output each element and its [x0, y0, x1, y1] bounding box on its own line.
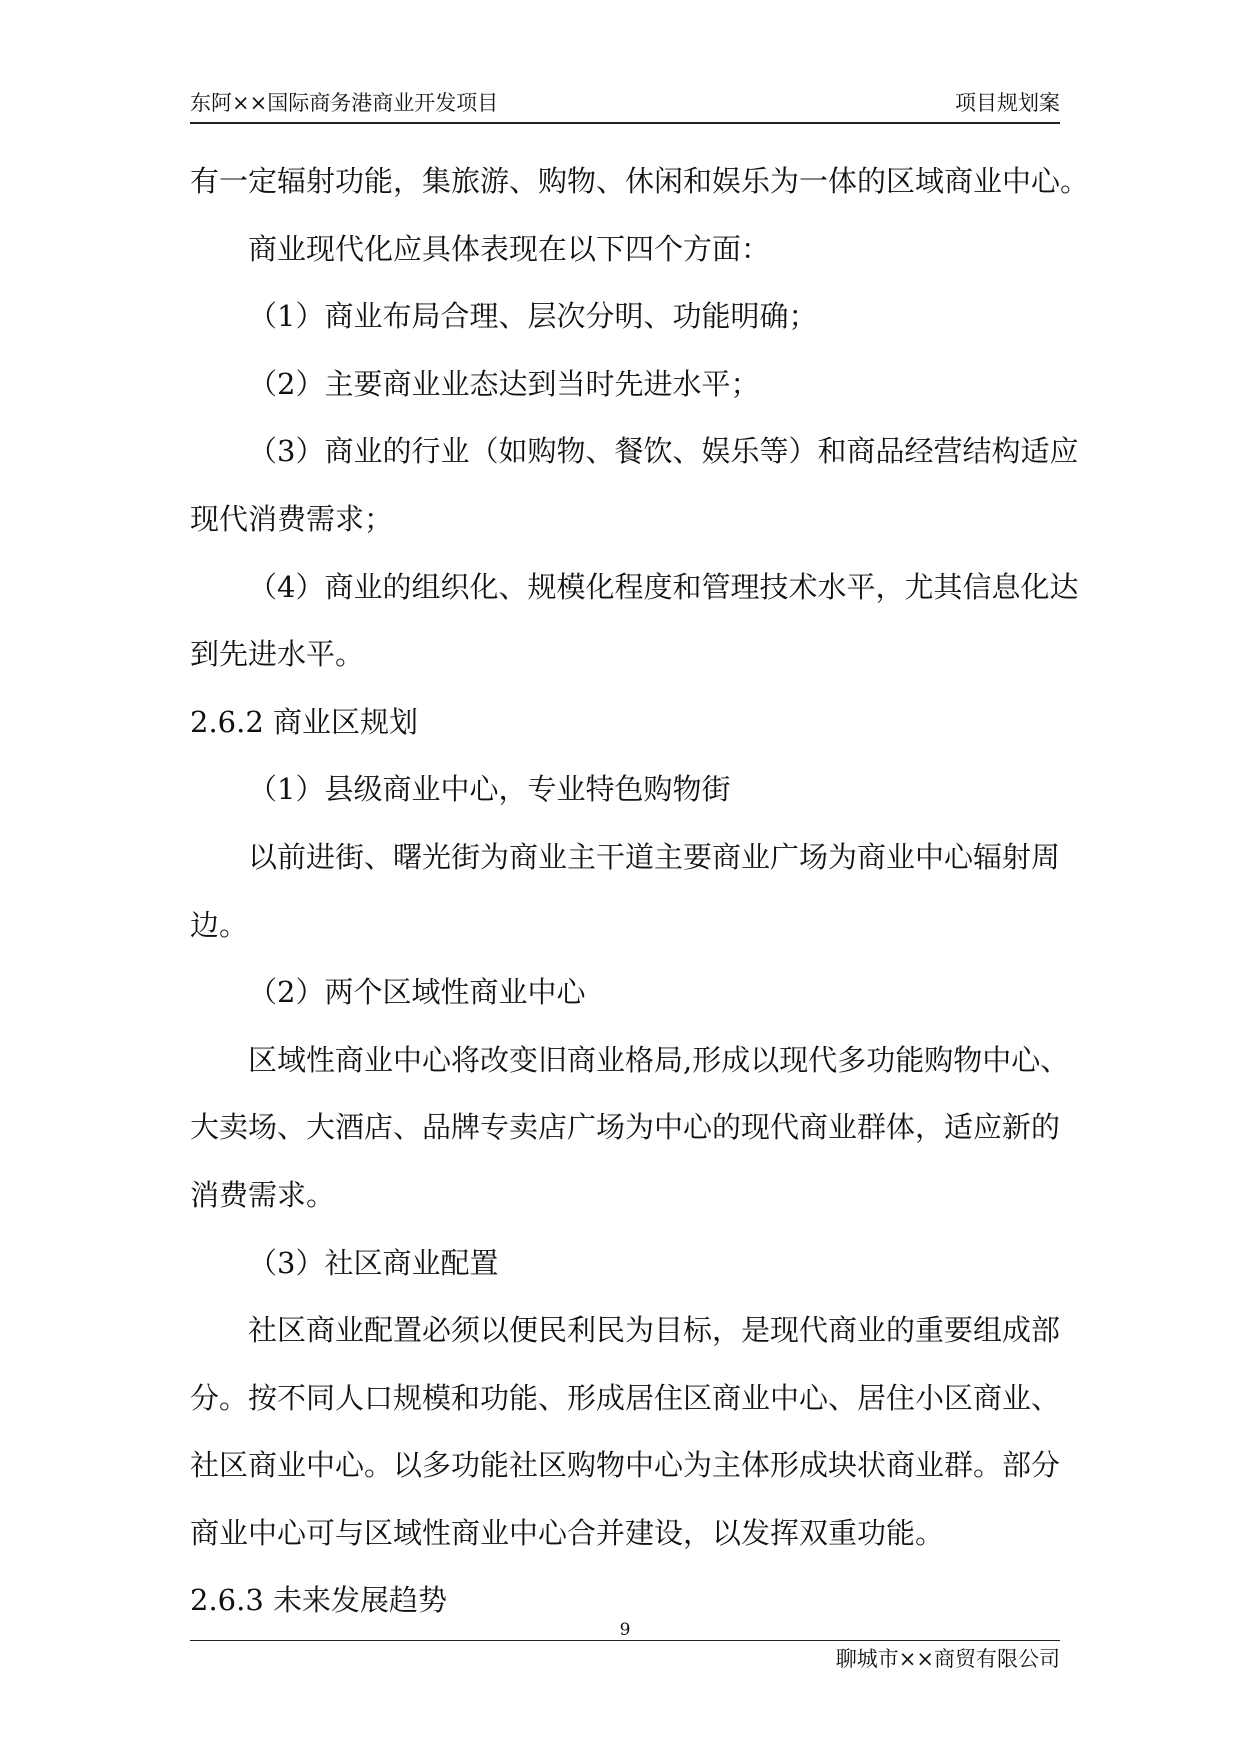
paragraph-line: 区域性商业中心将改变旧商业格局,形成以现代多功能购物中心、: [248, 1042, 1070, 1077]
paragraph-line: 边。: [190, 907, 249, 942]
paragraph-line: 以前进街、曙光街为商业主干道主要商业广场为商业中心辐射周: [248, 839, 1061, 874]
footer-divider: [190, 1640, 1060, 1641]
footer-company-name: 聊城市××商贸有限公司: [835, 1647, 1060, 1671]
list-item: （3）商业的行业（如购物、餐饮、娱乐等）和商品经营结构适应: [248, 434, 1079, 469]
list-item: （2）主要商业业态达到当时先进水平；: [248, 366, 760, 401]
paragraph-line: 商业现代化应具体表现在以下四个方面：: [248, 231, 771, 266]
header-document-title: 东阿××国际商务港商业开发项目: [190, 91, 499, 115]
section-heading: 2.6.2 商业区规划: [190, 704, 419, 739]
paragraph-line: 到先进水平。: [190, 637, 365, 672]
paragraph-line: 商业中心可与区域性商业中心合并建设，以发挥双重功能。: [190, 1515, 945, 1550]
paragraph-line: 大卖场、大酒店、品牌专卖店广场为中心的现代商业群体，适应新的: [190, 1110, 1061, 1145]
section-heading: 2.6.3 未来发展趋势: [190, 1583, 448, 1618]
paragraph-line: 社区商业中心。以多功能社区购物中心为主体形成块状商业群。部分: [190, 1448, 1061, 1483]
paragraph-line: 有一定辐射功能，集旅游、购物、休闲和娱乐为一体的区域商业中心。: [190, 164, 1090, 198]
page-number: 9: [619, 1620, 631, 1640]
subsection-heading: （2）两个区域性商业中心: [248, 975, 586, 1010]
paragraph-line: 社区商业配置必须以便民利民为目标，是现代商业的重要组成部: [248, 1313, 1061, 1348]
paragraph-line: 消费需求。: [190, 1177, 336, 1212]
list-item: （1）商业布局合理、层次分明、功能明确；: [248, 299, 818, 334]
paragraph-line: 现代消费需求；: [190, 501, 394, 536]
subsection-heading: （3）社区商业配置: [248, 1245, 499, 1280]
document-body: [190, 156, 1090, 1643]
list-item: （4）商业的组织化、规模化程度和管理技术水平，尤其信息化达: [248, 569, 1079, 604]
subsection-heading: （1）县级商业中心，专业特色购物街: [248, 772, 731, 807]
paragraph-line: 分。按不同人口规模和功能、形成居住区商业中心、居住小区商业、: [190, 1380, 1061, 1415]
page-header: [190, 86, 1060, 124]
header-section-title: 项目规划案: [955, 91, 1060, 115]
